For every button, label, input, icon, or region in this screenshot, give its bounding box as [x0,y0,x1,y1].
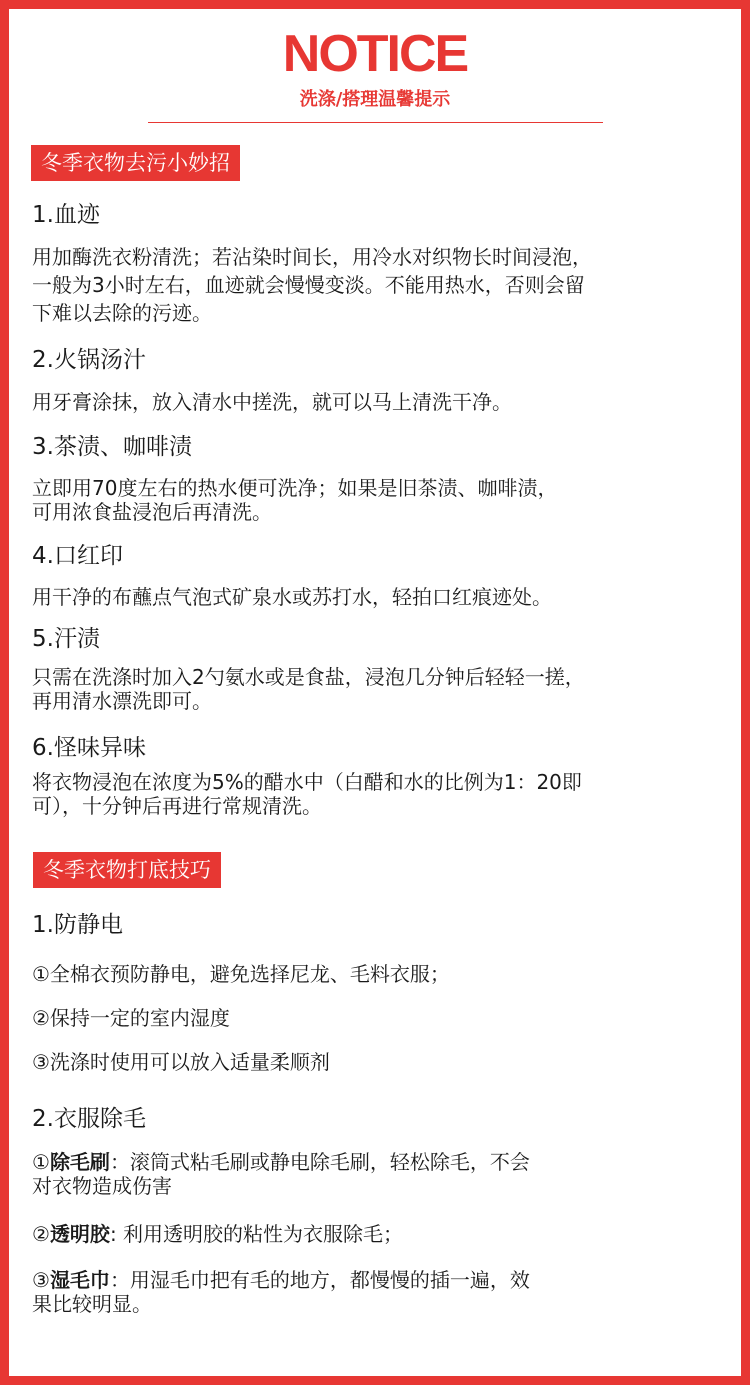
tip-term-brush: 除毛刷 [49,1150,110,1174]
tip-heading-antistatic: 1.防静电 [32,912,123,938]
stain-heading-tea-coffee: 3.茶渍、咖啡渍 [32,434,192,460]
stain-heading-sweat: 5.汗渍 [32,626,100,652]
stain-heading-blood: 1.血迹 [32,202,100,228]
stain-body-tea-coffee: 立即用70度左右的热水便可洗净；如果是旧茶渍、咖啡渍， 可用浓食盐浸泡后再清洗。 [32,476,558,524]
tip-antistatic-2: ②保持一定的室内湿度 [32,1006,230,1030]
stain-body-lipstick: 用干净的布蘸点气泡式矿泉水或苏打水，轻拍口红痕迹处。 [32,585,552,609]
section-tag-stain-removal: 冬季衣物去污小妙招 [31,145,240,181]
stain-body-odor: 将衣物浸泡在浓度为5%的醋水中（白醋和水的比例为1：20即 可），十分钟后再进行常规清洗。 [32,770,582,818]
stain-heading-lipstick: 4.口红印 [32,543,123,569]
tip-heading-lint: 2.衣服除毛 [32,1106,146,1132]
tip-antistatic-1: ①全棉衣预防静电，避免选择尼龙、毛料衣服； [32,962,450,986]
stain-heading-hotpot: 2.火锅汤汁 [32,347,146,373]
tip-lint-tape: ②透明胶: 利用透明胶的粘性为衣服除毛； [32,1222,404,1246]
page-title: NOTICE [282,25,468,83]
stain-body-hotpot: 用牙膏涂抹，放入清水中搓洗，就可以马上清洗干净。 [32,390,512,414]
tip-lint-towel: ③湿毛巾：用湿毛巾把有毛的地方，都慢慢的插一遍，效 果比较明显。 [32,1268,530,1316]
title-divider [148,122,603,123]
stain-heading-odor: 6.怪味异味 [32,735,146,761]
tip-antistatic-3: ③洗涤时使用可以放入适量柔顺剂 [32,1050,330,1074]
tip-term-tape: 透明胶 [49,1222,110,1246]
section-tag-layering-tips: 冬季衣物打底技巧 [33,852,221,888]
tip-term-towel: 湿毛巾 [49,1268,110,1292]
tip-lint-brush: ①除毛刷：滚筒式粘毛刷或静电除毛刷，轻松除毛，不会 对衣物造成伤害 [32,1150,530,1198]
stain-body-sweat: 只需在洗涤时加入2勺氨水或是食盐，浸泡几分钟后轻轻一搓， 再用清水漂洗即可。 [32,665,585,713]
stain-body-blood: 用加酶洗衣粉清洗；若沾染时间长，用冷水对织物长时间浸泡， 一般为3小时左右，血迹就会慢慢变淡。不能用热水，否则会留 下难以去除的污迹。 [32,245,592,325]
page-subtitle: 洗涤/搭理温馨提示 [299,89,451,110]
